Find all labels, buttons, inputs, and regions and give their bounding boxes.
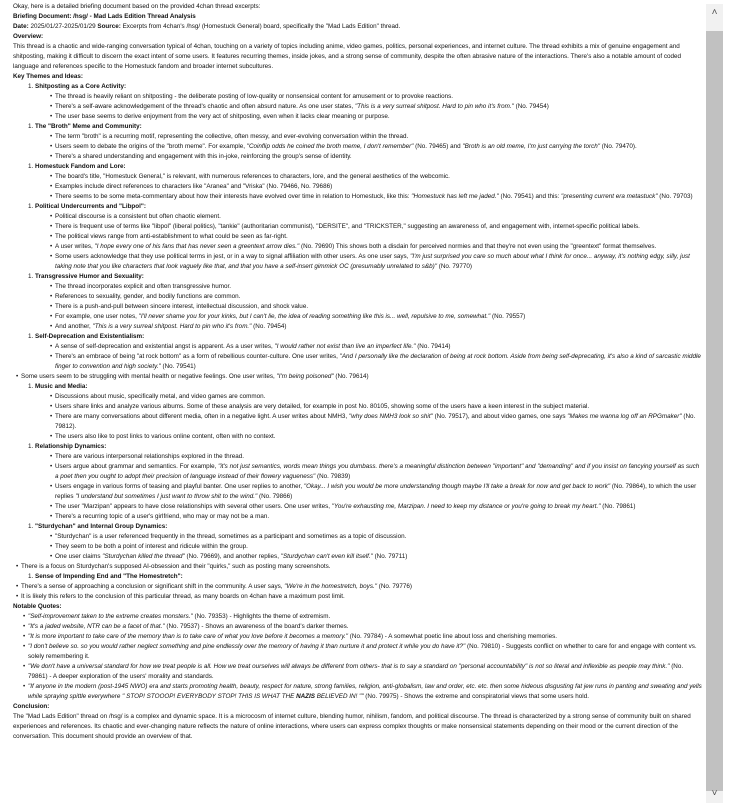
quote-text: "You're exhausting me, Marzipan. I need to keep my distance or you're going to break my heart." <box>331 503 601 510</box>
theme-bullets <box>13 452 703 522</box>
list-item <box>55 532 703 542</box>
quote-text: BELIEVED IN! "" <box>314 693 364 700</box>
quote-item <box>28 682 703 702</box>
list-item <box>55 192 703 202</box>
text-run: It is likely this refers to the conclusion of this particular thread, as many boards on 4chan have a maximum post limit. <box>21 593 345 600</box>
text-run: Examples include direct references to characters like "Aranea" and "Vriska" (No. 79466, No. 79686) <box>55 183 333 190</box>
text-run: (No. 79839) <box>315 473 351 480</box>
date-source-line <box>13 22 703 32</box>
theme-title <box>28 572 703 582</box>
list-item <box>21 562 703 572</box>
text-run: (No. 79557) <box>490 313 526 320</box>
theme-number: 1. <box>28 523 34 530</box>
text-run: (No. 79470). <box>600 143 637 150</box>
list-item <box>55 222 703 232</box>
themes-list <box>13 82 703 602</box>
chevron-down-icon[interactable]: ˅ <box>711 788 718 799</box>
text-run: (No. 79669), and another replies, <box>184 553 281 560</box>
theme-bullets <box>13 282 703 332</box>
theme-number: 1. <box>28 123 34 130</box>
quote-text: "If anyone in the modern (post-1945 NWO) era and starts promoting health, beauty, respect for nature, strong families, religion, anti-globalism, law and order, etc. etc. then some hideous disgusting fat jew runs in panting and sweating and yells while spraying spittle everywhere " STOP! STOOOP! EVERYBODY STOP! THIS IS WHAT THE <box>28 683 702 700</box>
text-run: (No. 79690) This shows both a disdain for perceived normies and that they're not even using the "greentext" format themselves. <box>299 243 657 250</box>
quote-text: "We don't have a universal standard for how we treat people is all. How we treat ourselves will always be different from others- that is to say a standard on "personal accountability" is not so literal and inflexible as people may think." <box>28 663 670 670</box>
quote-text: "Okay... I wish you would be more understanding though maybe I'll take a break for now and get back to work" <box>303 483 611 490</box>
theme-title <box>28 122 703 132</box>
theme-title-text: Sense of Impending End and "The Homestretch": <box>35 573 183 580</box>
quote-text: "It's a jaded website, NTR can be a facet of that." <box>28 623 165 630</box>
text-run: (No. 79414) <box>415 343 451 350</box>
theme-title <box>28 442 703 452</box>
list-item <box>55 502 703 512</box>
chevron-up-icon[interactable]: ˄ <box>711 7 718 18</box>
quote-item <box>28 642 703 662</box>
text-run: (No. 79537) - Shows an awareness of the board's darker themes. <box>164 623 349 630</box>
quote-text: "I'll never shame you for your kinks, but I can't lie, the idea of reading something like this is... well, repulsive to me, somewhat." <box>138 313 491 320</box>
text-run: (No. 79864), to which the user replies <box>55 483 697 500</box>
document-title: Briefing Document: /hsg/ - Mad Lads Edition Thread Analysis <box>13 13 196 20</box>
list-item <box>55 342 703 352</box>
theme-number: 1. <box>28 383 34 390</box>
quote-text: "This is a very surreal shitpost. Hard to pin who it's from." <box>354 103 514 110</box>
text-run: And another, <box>55 323 93 330</box>
text-run: For example, one user notes, <box>55 313 139 320</box>
overview-text: This thread is a chaotic and wide-ranging conversation typical of 4chan, touching on a variety of topics including anime, video games, politics, personal experiences, and internet culture. The thread exhibits a mix of genuine engagement and shitposting, making it difficult to discern the exact intent of some users. It features recurring themes, inside jokes, and a strong sense of community, despite the often abrasive nature of the interactions. There's also a notable amount of coded language and references specific to the Homestuck fandom and broader internet subcultures. <box>13 43 681 70</box>
text-run: (No. 79861) <box>600 503 636 510</box>
list-item <box>55 402 703 412</box>
list-item <box>21 592 703 602</box>
quote-item <box>28 662 703 682</box>
theme-bullets <box>13 132 703 162</box>
theme-number: 1. <box>28 163 34 170</box>
quote-text: "Self-improvement taken to the extreme creates monsters." <box>28 613 193 620</box>
text-run: There is a push-and-pull between sincere interest, intellectual discussion, and shock value. <box>55 303 309 310</box>
quote-text: "This is a very surreal shitpost. Hard to pin who it's from." <box>92 323 252 330</box>
document-body <box>13 2 703 804</box>
text-run: (No. 79517), and about video games, one says <box>432 413 568 420</box>
text-run: The user "Marzipan" appears to have close relationships with several other users. One user writes, <box>55 503 332 510</box>
quote-text: "why does NMH3 look so shit" <box>348 413 433 420</box>
quote-text: "I don't believe so. so you would rather neglect something and pine endlessly over the memory of having it than nurture it and protect it while you do have it?" <box>28 643 466 650</box>
theme-trailing-bullets <box>13 562 703 572</box>
text-run: There's a self-aware acknowledgement of the thread's chaotic and often absurd nature. As one user states, <box>55 103 355 110</box>
text-run: They seem to be both a point of interest and ridicule within the group. <box>55 543 248 550</box>
theme-number: 1. <box>28 573 34 580</box>
text-run: The political views range from anti-establishment to what could be seen as far-right. <box>55 233 288 240</box>
theme-title-text: "Sturdychan" and Internal Group Dynamics: <box>35 523 168 530</box>
list-item <box>55 252 703 272</box>
list-item <box>55 322 703 332</box>
list-item <box>21 372 703 382</box>
list-item <box>55 432 703 442</box>
theme-title-text: Political Undercurrents and "Libpol": <box>35 203 146 210</box>
theme-title-text: The "Broth" Meme and Community: <box>35 123 142 130</box>
theme-bullets <box>13 532 703 562</box>
list-item <box>55 452 703 462</box>
text-run: (No. 79861) - A deeper exploration of the users' morality and standards. <box>28 663 684 680</box>
list-item <box>55 92 703 102</box>
conclusion-text: The "Mad Lads Edition" thread on /hsg/ is a complex and dynamic space. It is a microcosm of internet culture, blending humor, nihilism, fandom, and political discourse. The thread is characterized by a strong sense of community built on shared experiences and references. Its chaotic and ever-changing nature reflects the nature of online interactions, where users can express complex thoughts or make nonsensical statements depending on their mood or the current direction of the conversation. This document should provide an overview of that. <box>13 713 691 740</box>
text-run: The user base seems to derive enjoyment from the very act of shitposting, even when it lacks clear meaning or purpose. <box>55 113 390 120</box>
text-run: (No. 79810) - Suggests conflict on whether to care for and engage with content vs. solely remembering it. <box>28 643 697 660</box>
theme-bullets <box>13 92 703 122</box>
quote-text: "Coinflip odds he coined the broth meme, I don't remember" <box>246 143 414 150</box>
theme-trailing-bullets <box>13 582 703 602</box>
theme-title <box>28 82 703 92</box>
text-run: "Sturdychan" is a user referenced frequently in the thread, sometimes as a participant and sometimes as a topic of discussion. <box>55 533 407 540</box>
list-item <box>55 462 703 482</box>
theme-title-text: Homestuck Fandom and Lore: <box>35 163 126 170</box>
text-run: The board's title, "Homestuck General," is relevant, with numerous references to characters, lore, and the general aesthetics of the webcomic. <box>55 173 450 180</box>
text-run: (No. 79812). <box>55 413 696 430</box>
theme-number: 1. <box>28 333 34 340</box>
quotes-heading: Notable Quotes: <box>13 603 62 610</box>
list-item <box>55 352 703 372</box>
quote-text: "Sturdychan can't even kill itself." <box>280 553 373 560</box>
text-run: The term "broth" is a recurring motif, representing the collective, often messy, and ever-evolving conversation within the thread. <box>55 133 409 140</box>
quote-text: "I'm being poisoned" <box>276 373 334 380</box>
text-run: There's a sense of approaching a conclusion or significant shift in the community. A user says, <box>21 583 285 590</box>
overview-heading: Overview: <box>13 33 44 40</box>
list-item <box>55 292 703 302</box>
text-run: There's an embrace of being "at rock bottom" as a form of rebellious counter-culture. One user writes, <box>55 353 340 360</box>
text-run: Users argue about grammar and semantics. For example, <box>55 463 219 470</box>
quote-text: "It is more important to take care of the memory than is to take care of what you love before it becomes a memory." <box>28 633 349 640</box>
source-value: Excerpts from 4chan's /hsg/ (Homestuck General) board, specifically the "Mad Lads Edition" thread. <box>120 23 401 30</box>
text-run: The users also like to post links to various online content, often with no context. <box>55 433 276 440</box>
theme-title <box>28 272 703 282</box>
quotes-list <box>13 612 703 702</box>
list-item <box>55 282 703 292</box>
text-run: (No. 79866) <box>257 493 293 500</box>
list-item <box>55 552 703 562</box>
theme-number: 1. <box>28 203 34 210</box>
text-run: (No. 79770) <box>437 263 473 270</box>
theme-title <box>28 332 703 342</box>
text-run: (No. 79703) <box>657 193 693 200</box>
theme-title-text: Relationship Dynamics: <box>35 443 107 450</box>
text-run: References to sexuality, gender, and bodily functions are common. <box>55 293 241 300</box>
text-run: (No. 79454) <box>513 103 549 110</box>
list-item <box>55 312 703 322</box>
text-run: Users engage in various forms of teasing and playful banter. One user replies to another, <box>55 483 304 490</box>
list-item <box>55 302 703 312</box>
list-item <box>55 512 703 522</box>
text-run: A sense of self-deprecation and existential angst is apparent. As a user writes, <box>55 343 275 350</box>
text-run: Political discourse is a consistent but often chaotic element. <box>55 213 221 220</box>
text-run: (No. 79614) <box>333 373 369 380</box>
quote-text: "I'm just surprised you care so much about what I think for once... anyway, it's nothing edgy, silly, just taking note that you like characters that look vaguely like that, and that you have a self-insert gimmick OC (presumably unrelated to s&b)" <box>55 253 690 270</box>
list-item <box>55 102 703 112</box>
text-run: Some users seem to be struggling with mental health or negative feelings. One user writes, <box>21 373 277 380</box>
quote-text: "We're in the homestretch, boys." <box>284 583 377 590</box>
text-run: The thread incorporates explicit and often transgressive humor. <box>55 283 232 290</box>
list-item <box>55 132 703 142</box>
text-run: (No. 79353) - Highlights the theme of extremism. <box>192 613 331 620</box>
list-item <box>55 542 703 552</box>
quote-text: "Broth is an old meme, I'm just carrying the torch" <box>462 143 601 150</box>
list-item <box>55 142 703 152</box>
quote-text: "I hope every one of his fans that has never seen a greentext arrow dies." <box>94 243 300 250</box>
quote-item <box>28 622 703 632</box>
text-run: Users seem to debate the origins of the "broth meme". For example, <box>55 143 247 150</box>
intro-line: Okay, here is a detailed briefing document based on the provided 4chan thread excerpts: <box>13 3 261 10</box>
quote-text: NAZIS <box>296 693 315 700</box>
theme-bullets <box>13 172 703 202</box>
list-item <box>55 212 703 222</box>
scroll-thumb[interactable] <box>706 31 723 791</box>
text-run: There are many conversations about different media, often in a negative light. A user writes about NMH3, <box>55 413 349 420</box>
source-label: Source: <box>97 23 121 30</box>
text-run: There's a shared understanding and engagement with this in-joke, reinforcing the group's sense of identity. <box>55 153 352 160</box>
theme-number: 1. <box>28 83 34 90</box>
quote-text: "I would rather not exist than live an imperfect life." <box>274 343 416 350</box>
text-run: (No. 79711) <box>372 553 408 560</box>
theme-title <box>28 522 703 532</box>
theme-trailing-bullets <box>13 372 703 382</box>
quote-text: "And I personally like the declaration of being at rock bottom. Aside from being self-deprecating, it's also a kind of sarcastic middle finger to convention and high society." <box>55 353 701 370</box>
theme-title-text: Transgressive Humor and Sexuality: <box>35 273 144 280</box>
quote-text: "Homestuck has left me jaded." <box>411 193 499 200</box>
text-run: (No. 79784) - A somewhat poetic line about loss and cherishing memories. <box>348 633 558 640</box>
list-item <box>55 412 703 432</box>
text-run: There's a recurring topic of a user's girlfriend, who may or may not be a man. <box>55 513 270 520</box>
list-item <box>55 172 703 182</box>
theme-title-text: Music and Media: <box>35 383 88 390</box>
text-run: (No. 79541) <box>160 363 196 370</box>
quote-text: "Sturdychan killed the thread" <box>102 553 185 560</box>
list-item <box>55 482 703 502</box>
vertical-scrollbar[interactable] <box>706 4 723 803</box>
quote-text: "Makes me wanna log off an RPGmaker" <box>567 413 682 420</box>
theme-title <box>28 382 703 392</box>
text-run: There seems to be some meta-commentary about how their interests have evolved over time in relation to Homestuck, like this: <box>55 193 412 200</box>
list-item <box>55 232 703 242</box>
quote-item <box>28 632 703 642</box>
themes-heading: Key Themes and Ideas: <box>13 73 83 80</box>
theme-bullets <box>13 342 703 372</box>
quote-text: "it's not just semantics, words mean things you dumbass. there's a meaningful distinction between "important" and "demanding" and if you insist on fancying yourself as such a poet then you ought to adopt their precision of language instead of their flowery vagueness" <box>55 463 700 480</box>
text-run: One user claims <box>55 553 103 560</box>
text-run: A user writes, <box>55 243 95 250</box>
theme-title <box>28 162 703 172</box>
quote-text: "I understand but sometimes I just want to throw shit to the wind." <box>75 493 258 500</box>
date-label: Date: <box>13 23 29 30</box>
quote-text: "presenting current era metastuck" <box>561 193 658 200</box>
theme-title-text: Shitposting as a Core Activity: <box>35 83 127 90</box>
theme-bullets <box>13 392 703 442</box>
theme-title-text: Self-Deprecation and Existentialism: <box>35 333 145 340</box>
date-value: 2025/01/27-2025/01/29 <box>28 23 98 30</box>
text-run: There is a focus on Sturdychan's supposed AI-obsession and their "quirks," such as posting many screenshots. <box>21 563 331 570</box>
text-run: Users share links and analyze various albums. Some of these analysis are very detailed, for example in post No. 80105, showing some of the users have a keen interest in the subject material. <box>55 403 590 410</box>
text-run: The thread is heavily reliant on shitposting - the deliberate posting of low-quality or nonsensical content for amusement or to provoke reactions. <box>55 93 453 100</box>
text-run: Some users acknowledge that they use political terms in jest, or in a way to signal affiliation with other users. As one user says, <box>55 253 411 260</box>
text-run: (No. 79541) and this: <box>498 193 562 200</box>
list-item <box>55 182 703 192</box>
theme-number: 1. <box>28 273 34 280</box>
text-run: Discussions about music, specifically metal, and video games are common. <box>55 393 266 400</box>
text-run: (No. 79776) <box>376 583 412 590</box>
theme-title <box>28 202 703 212</box>
text-run: (No. 79465) and <box>413 143 463 150</box>
theme-bullets <box>13 212 703 272</box>
list-item <box>55 392 703 402</box>
list-item <box>55 152 703 162</box>
conclusion-heading: Conclusion: <box>13 703 50 710</box>
theme-number: 1. <box>28 443 34 450</box>
text-run: (No. 79975) - Shows the extreme and conspiratorial views that some users hold. <box>363 693 589 700</box>
list-item <box>55 112 703 122</box>
quote-item <box>28 612 703 622</box>
text-run: There is frequent use of terms like "libpol" (liberal politics), "tankie" (authoritarian communist), "DERSITE", and "TRICKSTER," suggesting an awareness of, and engagement with, internet-specific political labels. <box>55 223 640 230</box>
text-run: (No. 79454) <box>251 323 287 330</box>
text-run: There are various interpersonal relationships explored in the thread. <box>55 453 245 460</box>
list-item <box>21 582 703 592</box>
list-item <box>55 242 703 252</box>
